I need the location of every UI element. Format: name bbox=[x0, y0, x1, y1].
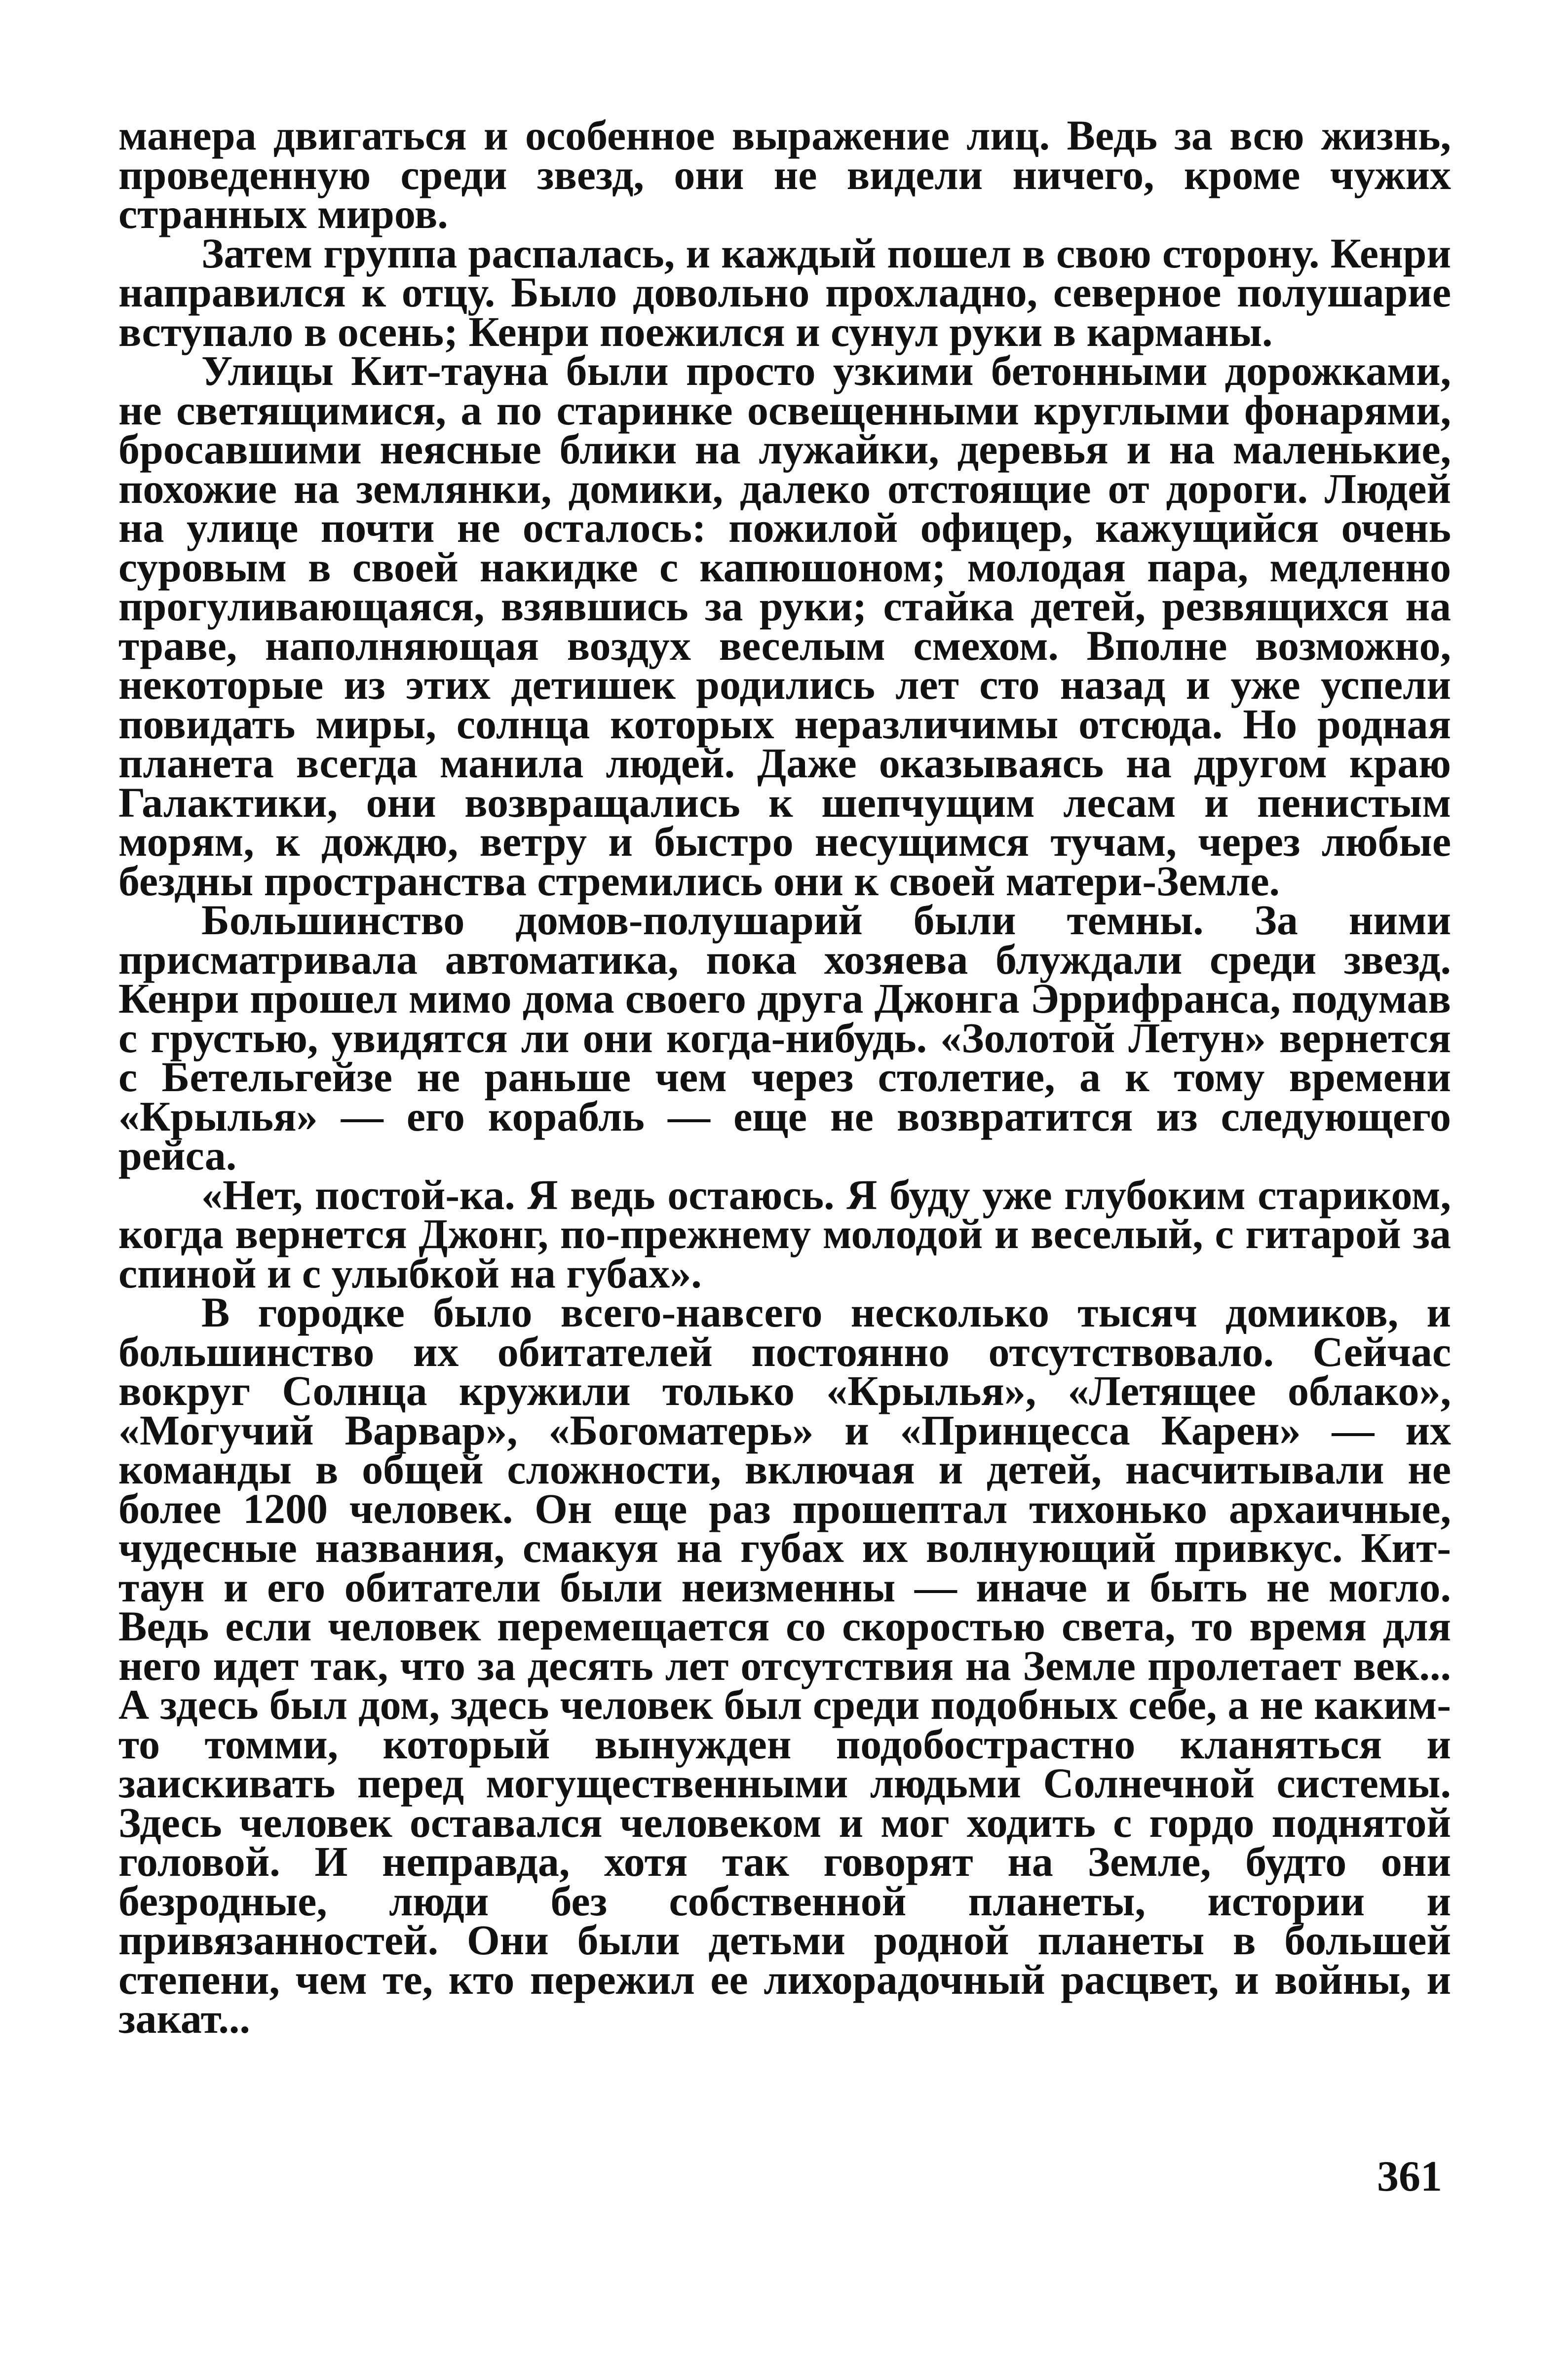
paragraph-dark-houses: Большинство домов-полушарий были темны. За ними присматривала автоматика, пока хозяева блуждали среди звезд. Кенри прошел мимо дома своего друга Джонга Эррифранса, подумав с грустью, увидятся ли они когда-нибудь. «Золотой Летун» вернется с Бетельгейзе не раньше чем через столетие, а к тому времени «Крылья» — его корабль — еще не возвратится из следующего рейса. bbox=[118, 896, 1451, 1179]
paragraph-inner-thought: «Нет, постой-ка. Я ведь остаюсь. Я буду уже глубоким стариком, когда вернется Джонг, по-прежнему молодой и веселый, с гитарой за спиной и с улыбкой на губах». bbox=[118, 1171, 1451, 1297]
paragraph-town-inhabitants: В городке было всего-навсего несколько тысяч домиков, и большинство их обитателей постоянно отсутствовало. Сейчас вокруг Солнца кружили только «Крылья», «Летящее облако», «Могучий Варвар», «Богоматерь» и «Принцесса Карен» — их команды в общей сложности, включая и детей, насчитывали не более 1200 человек. Он еще раз прошептал тихонько архаичные, чудесные названия, смакуя на губах их волнующий привкус. Кит-таун и его обитатели были неизменны — иначе и быть не могло. Ведь если человек перемещается со скоростью света, то время для него идет так, что за десять лет отсутствия на Земле пролетает век... А здесь был дом, здесь человек был среди подобных себе, а не каким-то томми, который вынужден подобострастно кланяться и заискивать перед могущественными людьми Солнечной системы. Здесь человек оставался человеком и мог ходить с гордо поднятой головой. И неправда, хотя так говорят на Земле, будто они безродные, люди без собственной планеты, истории и привязанностей. Они были детьми родной планеты в большей степени, чем те, кто пережил ее лихорадочный расцвет, и войны, и закат... bbox=[118, 1289, 1451, 2042]
page-number: 361 bbox=[1377, 2153, 1442, 2201]
body-text bbox=[118, 112, 1451, 2042]
paragraph-continuation: манера двигаться и особенное выражение лиц. Ведь за всю жизнь, проведенную среди звезд, они не видели ничего, кроме чужих странных миров. bbox=[118, 112, 1451, 237]
paragraph-group-disperses: Затем группа распалась, и каждый пошел в свою сторону. Кенри направился к отцу. Было довольно прохладно, северное полушарие вступало в осень; Кенри поежился и сунул руки в карманы. bbox=[118, 229, 1451, 355]
paragraph-kit-town-streets: Улицы Кит-тауна были просто узкими бетонными дорожками, не светящимися, а по старинке освещенными круглыми фонарями, бросавшими неясные блики на лужайки, деревья и на маленькие, похожие на землянки, домики, далеко отстоящие от дороги. Людей на улице почти не осталось: пожилой офицер, кажущийся очень суровым в своей накидке с капюшоном; молодая пара, медленно прогуливающаяся, взявшись за руки; стайка детей, резвящихся на траве, наполняющая воздух веселым смехом. Вполне возможно, некоторые из этих детишек родились лет сто назад и уже успели повидать миры, солнца которых неразличимы отсюда. Но родная планета всегда манила людей. Даже оказываясь на другом краю Галактики, они возвращались к шепчущим лесам и пенистым морям, к дождю, ветру и быстро несущимся тучам, через любые бездны пространства стремились они к своей матери-Земле. bbox=[118, 347, 1451, 905]
